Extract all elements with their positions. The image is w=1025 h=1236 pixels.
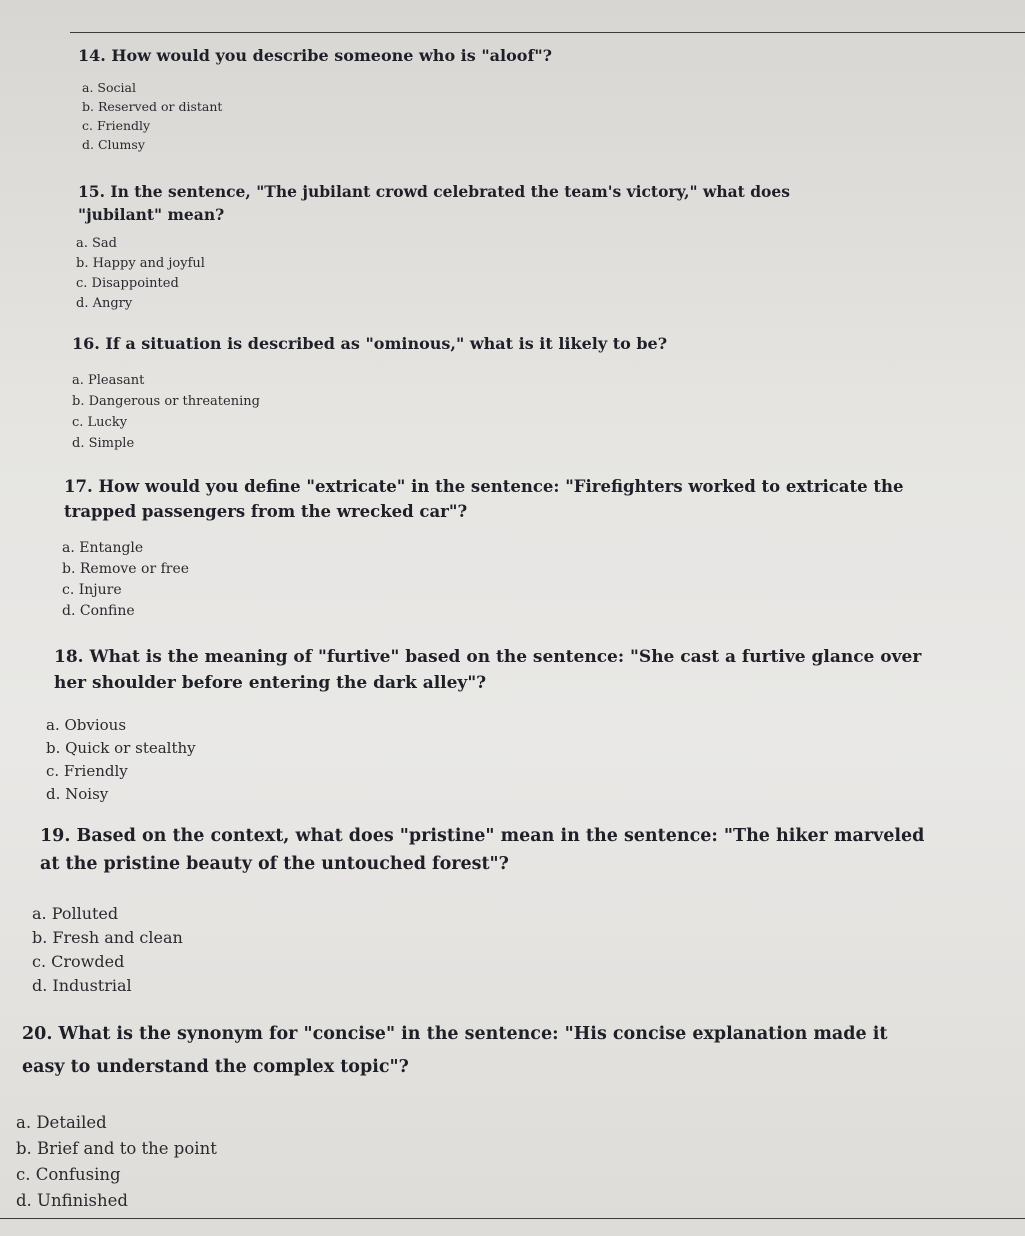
option-c[interactable]: c. Crowded <box>32 952 125 971</box>
option-b[interactable]: b. Dangerous or threatening <box>72 394 260 409</box>
option-b[interactable]: b. Remove or free <box>62 561 190 577</box>
question-19-options <box>32 902 183 998</box>
question-18-line-1: 18. What is the meaning of "furtive" based on the sentence: "She cast a furtive glance over <box>54 647 922 667</box>
option-b[interactable]: b. Brief and to the point <box>16 1139 217 1158</box>
question-14-options <box>82 78 222 154</box>
option-a[interactable]: a. Pleasant <box>72 373 145 388</box>
question-14-prompt: 14. How would you describe someone who is "aloof"? <box>78 46 553 65</box>
question-20-prompt <box>22 1018 887 1084</box>
question-20-line-2: easy to understand the complex topic"? <box>22 1057 409 1077</box>
option-c[interactable]: c. Friendly <box>82 118 151 133</box>
option-c[interactable]: c. Friendly <box>46 762 128 780</box>
option-d[interactable]: d. Simple <box>72 436 135 451</box>
question-20-options <box>16 1110 217 1214</box>
option-b[interactable]: b. Reserved or distant <box>82 99 223 114</box>
question-16-options <box>72 370 260 454</box>
option-a[interactable]: a. Sad <box>76 236 117 251</box>
option-d[interactable]: d. Angry <box>76 296 133 311</box>
question-17-line-1: 17. How would you define "extricate" in the sentence: "Firefighters worked to extricate the <box>64 477 904 496</box>
option-c[interactable]: c. Lucky <box>72 415 128 430</box>
question-19-line-2: at the pristine beauty of the untouched forest"? <box>40 854 509 874</box>
option-c[interactable]: c. Confusing <box>16 1165 121 1184</box>
option-d[interactable]: d. Noisy <box>46 785 109 803</box>
option-c[interactable]: c. Injure <box>62 582 122 598</box>
question-15-line-1: 15. In the sentence, "The jubilant crowd celebrated the team's victory," what does <box>78 182 790 201</box>
question-18-prompt <box>54 644 921 696</box>
question-17-options <box>62 538 189 622</box>
question-15-options <box>76 234 205 314</box>
option-a[interactable]: a. Detailed <box>16 1113 107 1132</box>
option-d[interactable]: d. Confine <box>62 603 135 619</box>
question-17-prompt <box>64 474 903 524</box>
option-a[interactable]: a. Social <box>82 80 136 95</box>
question-18-line-2: her shoulder before entering the dark alley"? <box>54 673 487 693</box>
option-a[interactable]: a. Obvious <box>46 716 127 734</box>
question-17-line-2: trapped passengers from the wrecked car"? <box>64 502 468 521</box>
question-19-line-1: 19. Based on the context, what does "pristine" mean in the sentence: "The hiker marveled <box>40 826 925 846</box>
option-a[interactable]: a. Entangle <box>62 540 144 556</box>
option-b[interactable]: b. Happy and joyful <box>76 256 205 271</box>
question-16-prompt: 16. If a situation is described as "ominous," what is it likely to be? <box>72 334 668 353</box>
option-b[interactable]: b. Quick or stealthy <box>46 739 196 757</box>
question-15-line-2: "jubilant" mean? <box>78 205 225 224</box>
option-d[interactable]: d. Industrial <box>32 976 132 995</box>
option-b[interactable]: b. Fresh and clean <box>32 928 183 947</box>
option-d[interactable]: d. Clumsy <box>82 137 145 152</box>
option-c[interactable]: c. Disappointed <box>76 276 179 291</box>
option-a[interactable]: a. Polluted <box>32 904 119 923</box>
page-border-bottom <box>0 1218 1025 1219</box>
question-19-prompt <box>40 822 924 878</box>
question-18-options <box>46 714 196 806</box>
option-d[interactable]: d. Unfinished <box>16 1191 128 1210</box>
question-20-line-1: 20. What is the synonym for "concise" in the sentence: "His concise explanation made it <box>22 1024 888 1044</box>
question-15-prompt <box>78 180 790 226</box>
page-border-top <box>70 32 1025 33</box>
